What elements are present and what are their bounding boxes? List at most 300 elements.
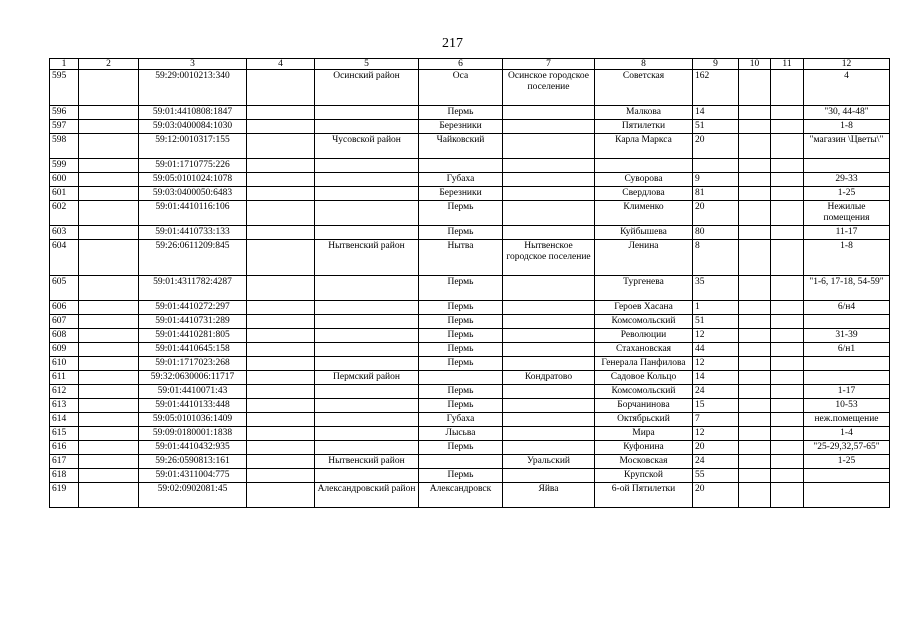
cell-settlement xyxy=(503,413,595,427)
cell-number: 616 xyxy=(50,441,79,455)
cell-empty xyxy=(79,399,139,413)
cell-empty xyxy=(247,371,315,385)
cell-empty xyxy=(739,343,771,357)
cell-rooms xyxy=(804,483,890,508)
cell-cadastral-number: 59:01:4410731:289 xyxy=(139,315,247,329)
column-header: 10 xyxy=(739,59,771,70)
cell-cadastral-number: 59:01:4410808:1847 xyxy=(139,106,247,120)
cell-house: 7 xyxy=(693,413,739,427)
table-row xyxy=(50,134,890,159)
cell-cadastral-number: 59:29:0010213:340 xyxy=(139,70,247,106)
cell-cadastral-number: 59:01:4311004:775 xyxy=(139,469,247,483)
cell-rooms: "1-6, 17-18, 54-59" xyxy=(804,276,890,301)
cell-cadastral-number: 59:26:0590813:161 xyxy=(139,455,247,469)
cell-house: 35 xyxy=(693,276,739,301)
cell-district xyxy=(315,173,419,187)
table-row xyxy=(50,343,890,357)
table-row xyxy=(50,357,890,371)
cell-cadastral-number: 59:01:4410272:297 xyxy=(139,301,247,315)
cell-empty xyxy=(739,159,771,173)
cell-empty xyxy=(771,371,804,385)
cell-settlement: Кондратово xyxy=(503,371,595,385)
cell-street: Ленина xyxy=(595,240,693,276)
cell-cadastral-number: 59:05:0101024:1078 xyxy=(139,173,247,187)
cell-district xyxy=(315,413,419,427)
cell-number: 598 xyxy=(50,134,79,159)
cell-cadastral-number: 59:01:1710775:226 xyxy=(139,159,247,173)
cell-settlement: Осинское городское поселение xyxy=(503,70,595,106)
cell-empty xyxy=(79,385,139,399)
cell-empty xyxy=(79,120,139,134)
cell-settlement xyxy=(503,276,595,301)
column-header: 3 xyxy=(139,59,247,70)
column-header: 12 xyxy=(804,59,890,70)
table-row xyxy=(50,413,890,427)
cell-district xyxy=(315,329,419,343)
cell-house: 15 xyxy=(693,399,739,413)
cell-house: 44 xyxy=(693,343,739,357)
cell-empty xyxy=(739,469,771,483)
cell-district xyxy=(315,357,419,371)
table-row xyxy=(50,240,890,276)
cell-settlement xyxy=(503,329,595,343)
cell-district: Нытвенский район xyxy=(315,455,419,469)
table-row xyxy=(50,441,890,455)
cell-house: 20 xyxy=(693,201,739,226)
cell-number: 605 xyxy=(50,276,79,301)
cell-settlement xyxy=(503,301,595,315)
table-row xyxy=(50,173,890,187)
cell-settlement xyxy=(503,106,595,120)
cell-city: Губаха xyxy=(419,173,503,187)
cell-empty xyxy=(739,357,771,371)
cell-number: 614 xyxy=(50,413,79,427)
cell-street: Малкова xyxy=(595,106,693,120)
cell-empty xyxy=(771,106,804,120)
cell-city: Пермь xyxy=(419,441,503,455)
cell-street: Куйбышева xyxy=(595,226,693,240)
cell-number: 596 xyxy=(50,106,79,120)
cell-empty xyxy=(79,226,139,240)
cell-city: Пермь xyxy=(419,399,503,413)
cell-district xyxy=(315,120,419,134)
cell-empty xyxy=(247,159,315,173)
cell-city: Лысьва xyxy=(419,427,503,441)
cell-street: Карла Маркса xyxy=(595,134,693,159)
table-row xyxy=(50,329,890,343)
cell-number: 600 xyxy=(50,173,79,187)
cell-empty xyxy=(771,413,804,427)
cell-cadastral-number: 59:09:0180001:1838 xyxy=(139,427,247,441)
cell-district xyxy=(315,385,419,399)
cell-empty xyxy=(79,70,139,106)
cell-empty xyxy=(79,483,139,508)
cell-settlement xyxy=(503,441,595,455)
cell-number: 604 xyxy=(50,240,79,276)
cell-house: 12 xyxy=(693,357,739,371)
cell-cadastral-number: 59:01:4410133:448 xyxy=(139,399,247,413)
cell-empty xyxy=(739,301,771,315)
cell-district xyxy=(315,226,419,240)
cell-city: Пермь xyxy=(419,385,503,399)
cell-district: Осинский район xyxy=(315,70,419,106)
cell-empty xyxy=(771,187,804,201)
cell-street: 6-ой Пятилетки xyxy=(595,483,693,508)
cell-empty xyxy=(79,240,139,276)
cell-cadastral-number: 59:05:0101036:1409 xyxy=(139,413,247,427)
table-row xyxy=(50,226,890,240)
cell-cadastral-number: 59:01:1717023:268 xyxy=(139,357,247,371)
table-row xyxy=(50,276,890,301)
cell-empty xyxy=(771,329,804,343)
cell-empty xyxy=(79,276,139,301)
cell-empty xyxy=(79,301,139,315)
cell-cadastral-number: 59:01:4410281:805 xyxy=(139,329,247,343)
cell-empty xyxy=(771,441,804,455)
cell-empty xyxy=(739,385,771,399)
cell-street: Московская xyxy=(595,455,693,469)
cell-cadastral-number: 59:02:0902081:45 xyxy=(139,483,247,508)
cell-empty xyxy=(79,371,139,385)
table-row xyxy=(50,399,890,413)
cell-empty xyxy=(247,357,315,371)
cell-district xyxy=(315,399,419,413)
cell-street: Генерала Панфилова xyxy=(595,357,693,371)
cell-empty xyxy=(247,276,315,301)
cell-rooms: 4 xyxy=(804,70,890,106)
cell-empty xyxy=(739,70,771,106)
cell-city: Пермь xyxy=(419,469,503,483)
cell-district xyxy=(315,301,419,315)
cell-settlement xyxy=(503,120,595,134)
cell-empty xyxy=(247,201,315,226)
cell-empty xyxy=(771,357,804,371)
cell-settlement xyxy=(503,187,595,201)
cell-empty xyxy=(771,427,804,441)
cell-empty xyxy=(739,427,771,441)
cell-cadastral-number: 59:01:4410116:106 xyxy=(139,201,247,226)
cell-house: 24 xyxy=(693,385,739,399)
cell-district xyxy=(315,427,419,441)
cell-empty xyxy=(739,226,771,240)
cell-empty xyxy=(247,343,315,357)
cell-number: 611 xyxy=(50,371,79,385)
cell-settlement xyxy=(503,134,595,159)
cell-empty xyxy=(247,483,315,508)
cell-house: 14 xyxy=(693,371,739,385)
cell-empty xyxy=(247,427,315,441)
cell-empty xyxy=(79,427,139,441)
cell-empty xyxy=(247,173,315,187)
cell-empty xyxy=(771,343,804,357)
cell-cadastral-number: 59:01:4410432:935 xyxy=(139,441,247,455)
cell-number: 608 xyxy=(50,329,79,343)
cell-city: Пермь xyxy=(419,201,503,226)
cell-empty xyxy=(79,134,139,159)
table-row xyxy=(50,315,890,329)
cell-house: 162 xyxy=(693,70,739,106)
registry-table xyxy=(49,58,890,508)
cell-empty xyxy=(739,483,771,508)
table-row xyxy=(50,187,890,201)
cell-rooms: 11-17 xyxy=(804,226,890,240)
cell-number: 615 xyxy=(50,427,79,441)
cell-empty xyxy=(79,315,139,329)
cell-empty xyxy=(247,413,315,427)
column-header: 4 xyxy=(247,59,315,70)
cell-rooms xyxy=(804,315,890,329)
cell-city: Березники xyxy=(419,187,503,201)
cell-empty xyxy=(771,159,804,173)
column-header: 5 xyxy=(315,59,419,70)
cell-number: 601 xyxy=(50,187,79,201)
cell-rooms: 31-39 xyxy=(804,329,890,343)
table-row xyxy=(50,483,890,508)
cell-street xyxy=(595,159,693,173)
cell-city: Пермь xyxy=(419,357,503,371)
cell-empty xyxy=(247,385,315,399)
cell-settlement xyxy=(503,469,595,483)
cell-number: 612 xyxy=(50,385,79,399)
cell-city: Пермь xyxy=(419,226,503,240)
cell-city xyxy=(419,371,503,385)
table-row xyxy=(50,469,890,483)
cell-rooms: 29-33 xyxy=(804,173,890,187)
cell-house: 80 xyxy=(693,226,739,240)
cell-empty xyxy=(247,455,315,469)
cell-house: 51 xyxy=(693,315,739,329)
cell-number: 609 xyxy=(50,343,79,357)
cell-cadastral-number: 59:12:0010317:155 xyxy=(139,134,247,159)
cell-rooms: "30, 44-48" xyxy=(804,106,890,120)
cell-cadastral-number: 59:03:0400050:6483 xyxy=(139,187,247,201)
cell-empty xyxy=(739,441,771,455)
cell-house: 24 xyxy=(693,455,739,469)
cell-district xyxy=(315,106,419,120)
cell-empty xyxy=(247,187,315,201)
cell-street: Октябрьский xyxy=(595,413,693,427)
cell-city xyxy=(419,455,503,469)
cell-empty xyxy=(771,134,804,159)
cell-house: 12 xyxy=(693,427,739,441)
cell-settlement xyxy=(503,343,595,357)
cell-street: Советская xyxy=(595,70,693,106)
cell-empty xyxy=(739,134,771,159)
table-row xyxy=(50,371,890,385)
cell-settlement xyxy=(503,427,595,441)
cell-empty xyxy=(247,70,315,106)
cell-rooms: 6/н1 xyxy=(804,343,890,357)
cell-empty xyxy=(771,173,804,187)
cell-rooms: 6/н4 xyxy=(804,301,890,315)
cell-empty xyxy=(771,276,804,301)
cell-empty xyxy=(739,173,771,187)
cell-empty xyxy=(771,469,804,483)
cell-district xyxy=(315,201,419,226)
cell-cadastral-number: 59:03:0400084:1030 xyxy=(139,120,247,134)
cell-district: Чусовской район xyxy=(315,134,419,159)
cell-house: 20 xyxy=(693,134,739,159)
cell-empty xyxy=(771,201,804,226)
cell-empty xyxy=(247,240,315,276)
cell-empty xyxy=(79,441,139,455)
cell-house: 8 xyxy=(693,240,739,276)
table-row xyxy=(50,385,890,399)
cell-number: 595 xyxy=(50,70,79,106)
cell-district xyxy=(315,441,419,455)
cell-house: 51 xyxy=(693,120,739,134)
cell-settlement xyxy=(503,201,595,226)
table-row xyxy=(50,70,890,106)
cell-city: Оса xyxy=(419,70,503,106)
cell-city: Губаха xyxy=(419,413,503,427)
cell-street: Куфонина xyxy=(595,441,693,455)
cell-street: Крупской xyxy=(595,469,693,483)
cell-empty xyxy=(739,187,771,201)
cell-empty xyxy=(247,106,315,120)
cell-city: Александровск xyxy=(419,483,503,508)
column-header: 8 xyxy=(595,59,693,70)
cell-number: 602 xyxy=(50,201,79,226)
cell-city: Пермь xyxy=(419,106,503,120)
cell-city: Чайковский xyxy=(419,134,503,159)
cell-empty xyxy=(79,106,139,120)
cell-empty xyxy=(771,301,804,315)
header-row xyxy=(50,59,890,70)
cell-rooms xyxy=(804,159,890,173)
cell-empty xyxy=(739,455,771,469)
cell-empty xyxy=(79,343,139,357)
cell-number: 618 xyxy=(50,469,79,483)
cell-house: 14 xyxy=(693,106,739,120)
cell-number: 599 xyxy=(50,159,79,173)
cell-empty xyxy=(739,276,771,301)
cell-district: Александровский район xyxy=(315,483,419,508)
cell-empty xyxy=(79,329,139,343)
cell-empty xyxy=(739,201,771,226)
cell-empty xyxy=(739,120,771,134)
cell-street: Борчаниновa xyxy=(595,399,693,413)
table-row xyxy=(50,201,890,226)
cell-house: 81 xyxy=(693,187,739,201)
cell-number: 603 xyxy=(50,226,79,240)
table-row xyxy=(50,159,890,173)
cell-rooms: 10-53 xyxy=(804,399,890,413)
cell-cadastral-number: 59:32:0630006:11717 xyxy=(139,371,247,385)
cell-cadastral-number: 59:01:4410733:133 xyxy=(139,226,247,240)
table-body xyxy=(50,70,890,508)
cell-empty xyxy=(739,413,771,427)
cell-empty xyxy=(771,455,804,469)
cell-district: Нытвенский район xyxy=(315,240,419,276)
column-header: 1 xyxy=(50,59,79,70)
cell-rooms xyxy=(804,469,890,483)
cell-street: Клименко xyxy=(595,201,693,226)
page-number: 217 xyxy=(442,36,463,51)
column-header: 11 xyxy=(771,59,804,70)
cell-empty xyxy=(771,385,804,399)
cell-district xyxy=(315,343,419,357)
cell-empty xyxy=(771,483,804,508)
cell-cadastral-number: 59:01:4410645:158 xyxy=(139,343,247,357)
cell-house xyxy=(693,159,739,173)
cell-number: 607 xyxy=(50,315,79,329)
cell-number: 597 xyxy=(50,120,79,134)
column-header: 9 xyxy=(693,59,739,70)
cell-settlement xyxy=(503,226,595,240)
cell-number: 619 xyxy=(50,483,79,508)
cell-street: Свердлова xyxy=(595,187,693,201)
cell-house: 9 xyxy=(693,173,739,187)
cell-rooms: 1-8 xyxy=(804,120,890,134)
table-row xyxy=(50,455,890,469)
cell-district xyxy=(315,469,419,483)
cell-rooms xyxy=(804,357,890,371)
cell-empty xyxy=(247,469,315,483)
cell-street: Героев Хасана xyxy=(595,301,693,315)
cell-city: Пермь xyxy=(419,343,503,357)
cell-rooms xyxy=(804,371,890,385)
cell-street: Стахановская xyxy=(595,343,693,357)
cell-empty xyxy=(79,357,139,371)
cell-rooms: 1-8 xyxy=(804,240,890,276)
cell-empty xyxy=(247,120,315,134)
cell-district xyxy=(315,276,419,301)
cell-district: Пермский район xyxy=(315,371,419,385)
table-row xyxy=(50,301,890,315)
cell-empty xyxy=(247,399,315,413)
cell-number: 606 xyxy=(50,301,79,315)
cell-empty xyxy=(79,201,139,226)
cell-empty xyxy=(247,329,315,343)
table-row xyxy=(50,427,890,441)
cell-empty xyxy=(739,240,771,276)
cell-empty xyxy=(739,371,771,385)
cell-rooms: Нежилые помещения xyxy=(804,201,890,226)
cell-settlement xyxy=(503,357,595,371)
cell-empty xyxy=(247,226,315,240)
cell-district xyxy=(315,159,419,173)
cell-city: Нытва xyxy=(419,240,503,276)
cell-empty xyxy=(771,240,804,276)
cell-district xyxy=(315,315,419,329)
cell-empty xyxy=(79,173,139,187)
cell-city xyxy=(419,159,503,173)
cell-street: Мира xyxy=(595,427,693,441)
cell-number: 617 xyxy=(50,455,79,469)
column-header: 2 xyxy=(79,59,139,70)
cell-rooms: 1-25 xyxy=(804,455,890,469)
cell-settlement xyxy=(503,173,595,187)
cell-empty xyxy=(79,187,139,201)
cell-empty xyxy=(79,469,139,483)
cell-cadastral-number: 59:01:4311782:4287 xyxy=(139,276,247,301)
cell-settlement xyxy=(503,315,595,329)
cell-cadastral-number: 59:26:0611209:845 xyxy=(139,240,247,276)
cell-empty xyxy=(739,399,771,413)
column-header: 6 xyxy=(419,59,503,70)
cell-cadastral-number: 59:01:4410071:43 xyxy=(139,385,247,399)
cell-empty xyxy=(771,315,804,329)
cell-rooms: 1-25 xyxy=(804,187,890,201)
cell-empty xyxy=(247,315,315,329)
cell-city: Пермь xyxy=(419,276,503,301)
cell-empty xyxy=(79,455,139,469)
cell-empty xyxy=(771,70,804,106)
cell-rooms: неж.помещение xyxy=(804,413,890,427)
cell-empty xyxy=(771,226,804,240)
cell-street: Пятилетки xyxy=(595,120,693,134)
